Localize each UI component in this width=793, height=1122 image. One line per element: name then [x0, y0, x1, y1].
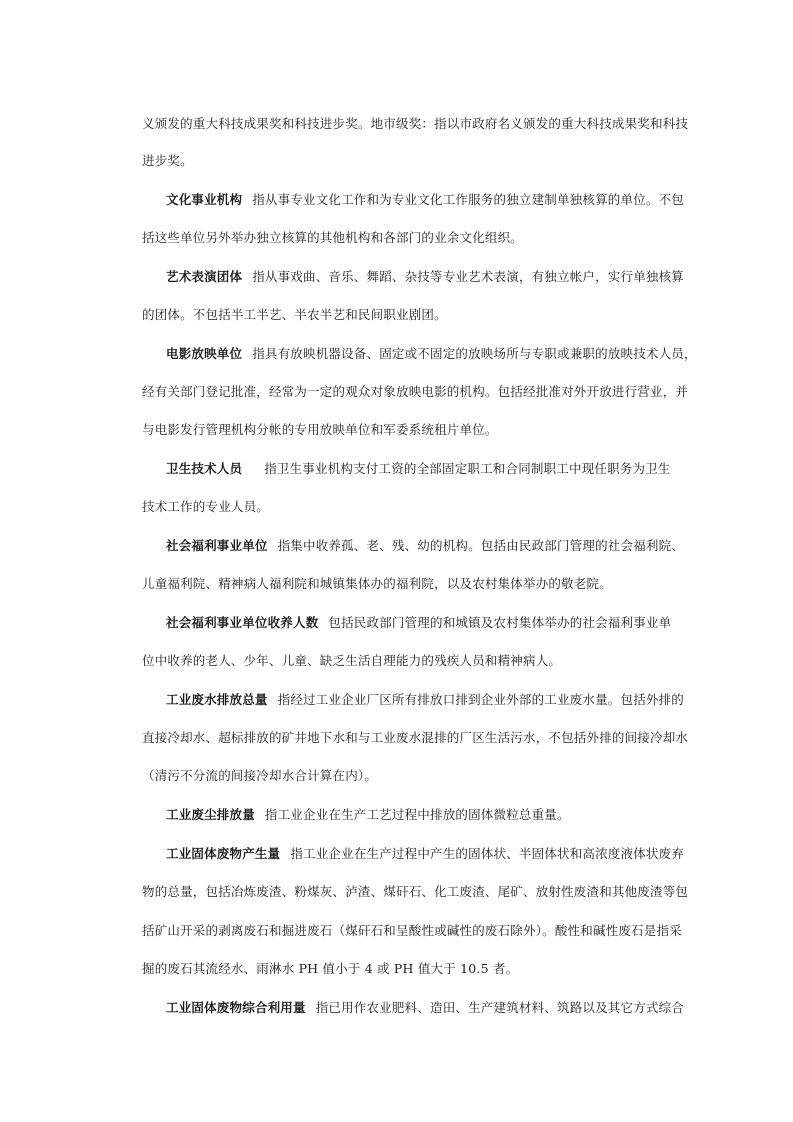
definition-text: 指已用作农业肥料、造田、生产建筑材料、筑路以及其它方式综合 [315, 1000, 685, 1015]
intro-line-2: 进步奖。 [142, 153, 193, 168]
entry-solid-waste-line-1 [166, 846, 684, 862]
definition-text: 指具有放映机器设备、固定或不固定的放映场所与专职或兼职的放映技术人员， [252, 346, 697, 361]
term-wastewater: 工业废水排放总量 [166, 692, 268, 707]
term-welfare-residents: 社会福利事业单位收养人数 [166, 615, 319, 630]
definition-text: 指工业企业在生产过程中产生的固体状、半固体状和高浓度液体状废弃 [290, 846, 685, 861]
term-solid-waste-reuse: 工业固体废物综合利用量 [166, 1000, 306, 1015]
entry-wastewater-line-3: （清污不分流的间接冷却水合计算在内）。 [142, 768, 378, 783]
entry-film-screening-line-3: 与电影发行管理机构分帐的专用放映单位和军委系统租片单位。 [142, 422, 498, 437]
entry-welfare-residents-line-2: 位中收养的老人、少年、儿童、缺乏生活自理能力的残疾人员和精神病人。 [142, 653, 562, 668]
term-cultural-institution: 文化事业机构 [166, 192, 243, 207]
entry-art-troupe-line-2: 的团体。不包括半工半艺、半农半艺和民间职业剧团。 [142, 307, 447, 322]
entry-cultural-institution-line-1 [166, 192, 684, 208]
entry-solid-waste-line-3: 括矿山开采的剥离废石和掘进废石（煤矸石和呈酸性或碱性的废石除外）。酸性和碱性废石是指采 [142, 923, 682, 938]
entry-welfare-unit-line-1 [166, 538, 684, 554]
entry-film-screening-line-1 [166, 346, 697, 362]
entry-film-screening-line-2: 经有关部门登记批准，经常为一定的观众对象放映电影的机构。包括经批准对外开放进行营业，并 [142, 384, 689, 399]
definition-text: 指工业企业在生产工艺过程中排放的固体微粒总重量。 [264, 807, 570, 822]
term-welfare-unit: 社会福利事业单位 [166, 538, 268, 553]
definition-text: 指经过工业企业厂区所有排放口排到企业外部的工业废水量。包括外排的 [277, 692, 685, 707]
entry-cultural-institution-line-2: 括这些单位另外举办独立核算的其他机构和各部门的业余文化组织。 [142, 230, 524, 245]
definition-text: 包括民政部门管理的和城镇及农村集体举办的社会福利事业单 [328, 615, 672, 630]
entry-solid-waste-line-4: 掘的废石其流经水、雨淋水 PH 值小于 4 或 PH 值大于 10.5 者。 [142, 961, 519, 976]
term-art-troupe: 艺术表演团体 [166, 269, 243, 284]
term-film-screening: 电影放映单位 [166, 346, 243, 361]
entry-welfare-unit-line-2: 儿童福利院、精神病人福利院和城镇集体办的福利院，以及农村集体举办的敬老院。 [142, 576, 612, 591]
entry-welfare-residents-line-1 [166, 615, 671, 631]
entry-solid-waste-reuse-line-1 [166, 1000, 684, 1016]
term-solid-waste: 工业固体废物产生量 [166, 846, 281, 861]
term-health-staff: 卫生技术人员 [166, 461, 243, 476]
definition-text: 指从事专业文化工作和为专业文化工作服务的独立建制单独核算的单位。不包 [252, 192, 685, 207]
definition-text: 指卫生事业机构支付工资的全部固定职工和合同制职工中现任职务为卫生 [264, 461, 671, 476]
entry-health-staff-line-2: 技术工作的专业人员。 [142, 499, 270, 514]
definition-text: 指从事戏曲、音乐、舞蹈、杂技等专业艺术表演，有独立帐户，实行单独核算 [252, 269, 685, 284]
definition-text: 指集中收养孤、老、残、幼的机构。包括由民政部门管理的社会福利院、 [277, 538, 685, 553]
entry-dust-line-1 [166, 807, 570, 823]
term-dust: 工业废尘排放量 [166, 807, 255, 822]
entry-health-staff-line-1 [166, 461, 671, 477]
entry-art-troupe-line-1 [166, 269, 684, 285]
entry-solid-waste-line-2: 物的总量，包括冶炼废渣、粉煤灰、泸渣、煤矸石、化工废渣、尾矿、放射性废渣和其他废渣等包 [142, 884, 689, 899]
entry-wastewater-line-1 [166, 692, 684, 708]
entry-wastewater-line-2: 直接冷却水、超标排放的矿井地下水和与工业废水混排的厂区生活污水，不包括外排的间接冷却水 [142, 730, 689, 745]
intro-line-1: 义颁发的重大科技成果奖和科技进步奖。地市级奖：指以市政府名义颁发的重大科技成果奖和科技 [142, 116, 689, 131]
